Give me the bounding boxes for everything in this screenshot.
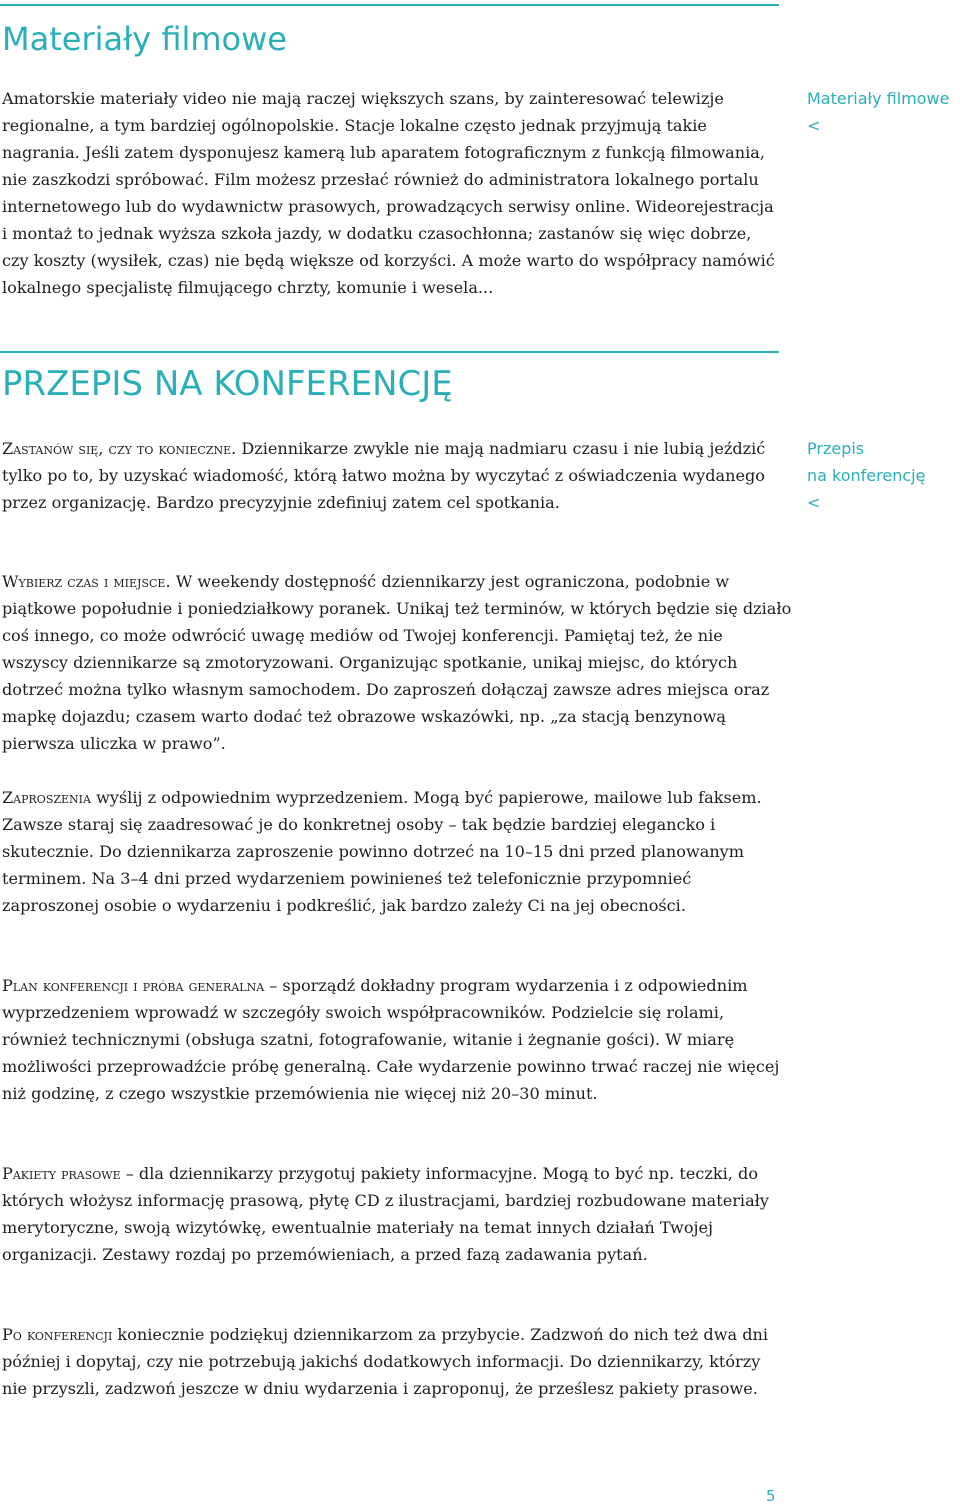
back-arrow-icon[interactable]: <	[807, 116, 821, 135]
paragraph-zastanow-sie	[2, 435, 777, 516]
paragraph-lead: Plan konferencji i próba generalna	[2, 976, 265, 995]
sidebar-link-materialy-filmowe[interactable]: Materiały filmowe	[807, 89, 950, 108]
paragraph-body: – dla dziennikarzy przygotuj pakiety informacyjne. Mogą to być np. teczki, do których włożysz informację prasową, płytę CD z ilustracjami, bardziej rozbudowane materiały merytoryczne, swoją wizytówkę, ewentualnie materiały na temat innych działań Twojej organizacji. Zestawy rozdaj po przemówieniach, a przed fazą zadawania pytań.	[2, 1164, 769, 1264]
sidebar-nav-materialy-filmowe	[807, 85, 960, 139]
back-arrow-icon[interactable]: <	[807, 493, 821, 512]
paragraph-body: koniecznie podziękuj dziennikarzom za przybycie. Zadzwoń do nich też dwa dni później i dopytaj, czy nie potrzebują jakichś dodatkowych informacji. Do dziennikarzy, którzy nie przyszli, zadzwoń jeszcze w dniu wydarzenia i zaproponuj, że prześlesz pakiety prasowe.	[2, 1325, 769, 1398]
section-title-przepis-na-konferencje: PRZEPIS NA KONFERENCJĘ	[2, 364, 453, 404]
section-rule-konferencja	[0, 351, 779, 353]
sidebar-link-na-konferencje[interactable]: na konferencję	[807, 466, 926, 485]
paragraph-body: wyślij z odpowiednim wyprzedzeniem. Mogą być papierowe, mailowe lub faksem. Zawsze staraj się zaadresować je do konkretnej osoby – tak będzie bardziej elegancko i skutecznie. Do dziennikarza zaproszenie powinno dotrzeć na 10–15 dni przed planowanym terminem. Na 3–4 dni przed wydarzeniem powinieneś też telefonicznie przypomnieć zaproszonej osobie o wydarzeniu i podkreślić, jak bardzo zależy Ci na jej obecności.	[2, 788, 762, 915]
section-rule-top	[0, 4, 779, 6]
section-title-materialy-filmowe: Materiały filmowe	[2, 20, 287, 58]
paragraph-zaproszenia	[2, 784, 792, 919]
paragraph-po-konferencji	[2, 1321, 777, 1402]
sidebar-link-przepis[interactable]: Przepis	[807, 439, 865, 458]
paragraph-lead: Wybierz czas i miejsce.	[2, 572, 171, 591]
paragraph-lead: Pakiety prasowe	[2, 1164, 121, 1183]
paragraph-body: W weekendy dostępność dziennikarzy jest ograniczona, podobnie w piątkowe popołudnie i poniedziałkowy poranek. Unikaj też terminów, w których będzie się działo coś innego, co może odwrócić uwagę mediów od Twojej konferencji. Pamiętaj też, że nie wszyscy dziennikarze są zmotoryzowani. Organizując spotkanie, unikaj miejsc, do których dotrzeć można tylko własnym samochodem. Do zaproszeń dołączaj zawsze adres miejsca oraz mapkę dojazdu; czasem warto dodać też obrazowe wskazówki, np. „za stacją benzynową pierwsza uliczka w prawo”.	[2, 572, 792, 753]
sidebar-nav-przepis	[807, 435, 960, 516]
paragraph-body: Dziennikarze zwykle nie mają nadmiaru czasu i nie lubią jeździć tylko po to, by uzyskać wiadomość, którą łatwo można by wyczytać z oświadczenia wydanego przez organizację. Bardzo precyzyjnie zdefiniuj zatem cel spotkania.	[2, 439, 766, 512]
paragraph-wybierz-czas	[2, 568, 792, 757]
paragraph-plan-konferencji	[2, 972, 792, 1107]
paragraph-lead: Zastanów się, czy to konieczne.	[2, 439, 237, 458]
paragraph-body: – sporządź dokładny program wydarzenia i z odpowiednim wyprzedzeniem wprowadź w szczegóły swoich współpracowników. Podzielcie się rolami, również technicznymi (obsługa szatni, fotografowanie, witanie i żegnanie gości). W miarę możliwości przeprowadźcie próbę generalną. Całe wydarzenie powinno trwać raczej nie więcej niż godzinę, z czego wszystkie przemówienia nie więcej niż 20–30 minut.	[2, 976, 780, 1103]
page-number: 5	[766, 1487, 776, 1505]
paragraph-lead: Po konferencji	[2, 1325, 113, 1344]
paragraph-materialy-filmowe: Amatorskie materiały video nie mają raczej większych szans, by zainteresować telewizje regionalne, a tym bardziej ogólnopolskie. Stacje lokalne często jednak przyjmują takie nagrania. Jeśli zatem dysponujesz kamerą lub aparatem fotograficznym z funkcją filmowania, nie zaszkodzi spróbować. Film możesz przesłać również do administratora lokalnego portalu internetowego lub do wydawnictw prasowych, prowadzących serwisy online. Wideorejestracja i montaż to jednak wyższa szkoła jazdy, w dodatku czasochłonna; zastanów się więc dobrze, czy koszty (wysiłek, czas) nie będą większe od korzyści. A może warto do współpracy namówić lokalnego specjalistę filmującego chrzty, komunie i wesela...	[2, 89, 775, 297]
paragraph-lead: Zaproszenia	[2, 788, 91, 807]
paragraph-pakiety-prasowe	[2, 1160, 777, 1268]
